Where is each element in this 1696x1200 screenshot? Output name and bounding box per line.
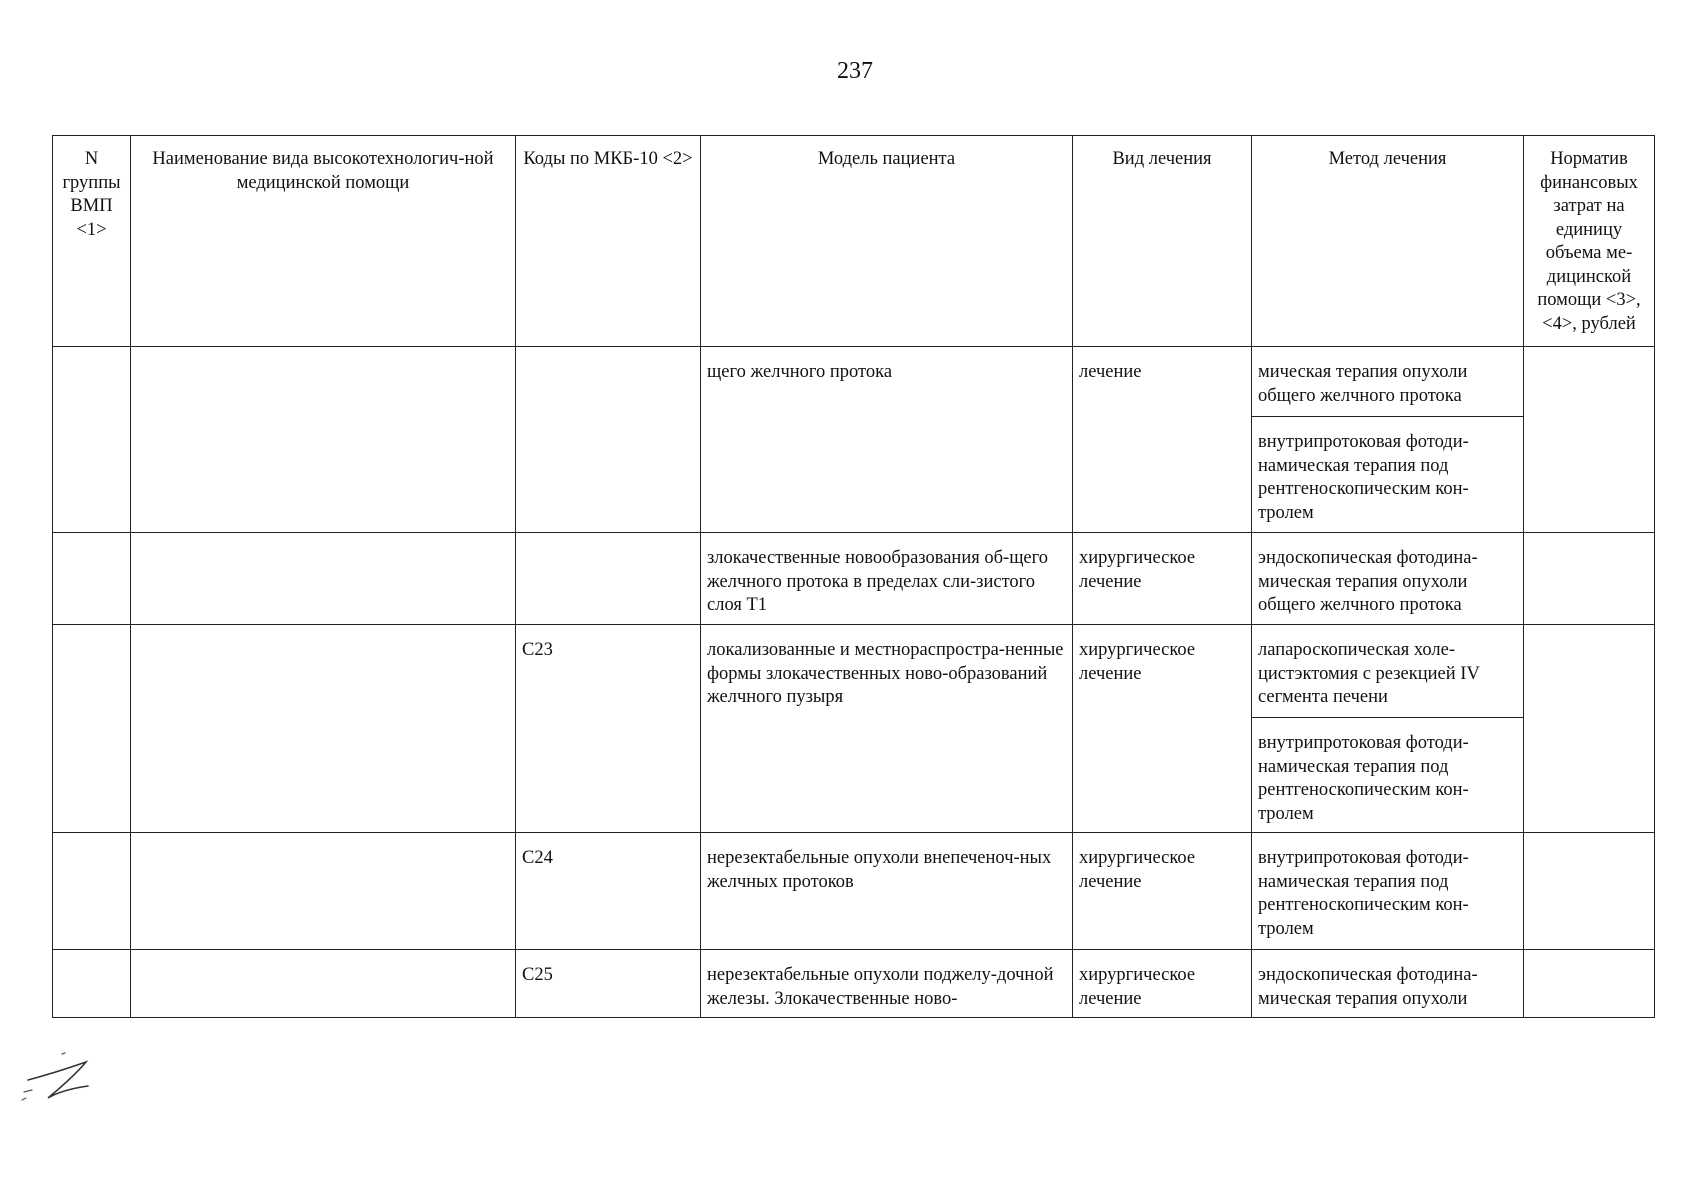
header-model: Модель пациента — [701, 136, 1073, 347]
code-cell — [516, 347, 701, 533]
header-norm: Норматив финансовых затрат на единицу объема ме-дицинской помощи <3>, <4>, рублей — [1524, 136, 1655, 347]
header-treatment-type: Вид лечения — [1073, 136, 1252, 347]
code-cell: C24 — [516, 833, 701, 950]
page-number: 237 — [837, 58, 873, 84]
method-cell: внутрипротоковая фотоди-намическая терапия под рентгеноскопическим кон-тролем — [1252, 718, 1524, 833]
group-cell — [53, 950, 131, 1018]
model-cell: нерезектабельные опухоли поджелу-дочной железы. Злокачественные ново- — [701, 950, 1073, 1018]
model-cell: локализованные и местнораспростра-ненные формы злокачественных ново-образований желчного пузыря — [701, 625, 1073, 833]
group-cell — [53, 625, 131, 833]
treatment-type-cell: лечение — [1073, 347, 1252, 533]
name-cell — [131, 950, 516, 1018]
treatment-type-cell: хирургическое лечение — [1073, 950, 1252, 1018]
table-row — [53, 347, 1655, 417]
treatment-type-cell: хирургическое лечение — [1073, 833, 1252, 950]
model-cell: злокачественные новообразования об-щего желчного протока в пределах сли-зистого слоя T1 — [701, 533, 1073, 625]
method-cell: эндоскопическая фотодина-мическая терапия опухоли общего желчного протока — [1252, 533, 1524, 625]
table-row — [53, 833, 1655, 950]
header-method: Метод лечения — [1252, 136, 1524, 347]
treatment-type-cell: хирургическое лечение — [1073, 533, 1252, 625]
code-cell: C23 — [516, 625, 701, 833]
table-row — [53, 533, 1655, 625]
norm-cell — [1524, 833, 1655, 950]
method-cell: эндоскопическая фотодина-мическая терапия опухоли — [1252, 950, 1524, 1018]
code-cell: C25 — [516, 950, 701, 1018]
name-cell — [131, 625, 516, 833]
name-cell — [131, 347, 516, 533]
table-row — [53, 625, 1655, 718]
method-cell: мическая терапия опухоли общего желчного протока — [1252, 347, 1524, 417]
model-cell: нерезектабельные опухоли внепеченоч-ных желчных протоков — [701, 833, 1073, 950]
handwritten-signature — [18, 1040, 98, 1110]
group-cell — [53, 533, 131, 625]
name-cell — [131, 533, 516, 625]
model-cell: щего желчного протока — [701, 347, 1073, 533]
norm-cell — [1524, 347, 1655, 533]
vmp-table — [52, 135, 1655, 1018]
method-cell: внутрипротоковая фотоди-намическая терапия под рентгеноскопическим кон-тролем — [1252, 833, 1524, 950]
norm-cell — [1524, 950, 1655, 1018]
group-cell — [53, 833, 131, 950]
method-cell: лапароскопическая холе-цистэктомия с резекцией IV сегмента печени — [1252, 625, 1524, 718]
header-row — [53, 136, 1655, 347]
norm-cell — [1524, 533, 1655, 625]
treatment-type-cell: хирургическое лечение — [1073, 625, 1252, 833]
code-cell — [516, 533, 701, 625]
group-cell — [53, 347, 131, 533]
header-group: N группы ВМП <1> — [53, 136, 131, 347]
table-row — [53, 950, 1655, 1018]
method-cell: внутрипротоковая фотоди-намическая терапия под рентгеноскопическим кон-тролем — [1252, 417, 1524, 533]
norm-cell — [1524, 625, 1655, 833]
header-codes: Коды по МКБ-10 <2> — [516, 136, 701, 347]
header-name: Наименование вида высокотехнологич-ной медицинской помощи — [131, 136, 516, 347]
name-cell — [131, 833, 516, 950]
